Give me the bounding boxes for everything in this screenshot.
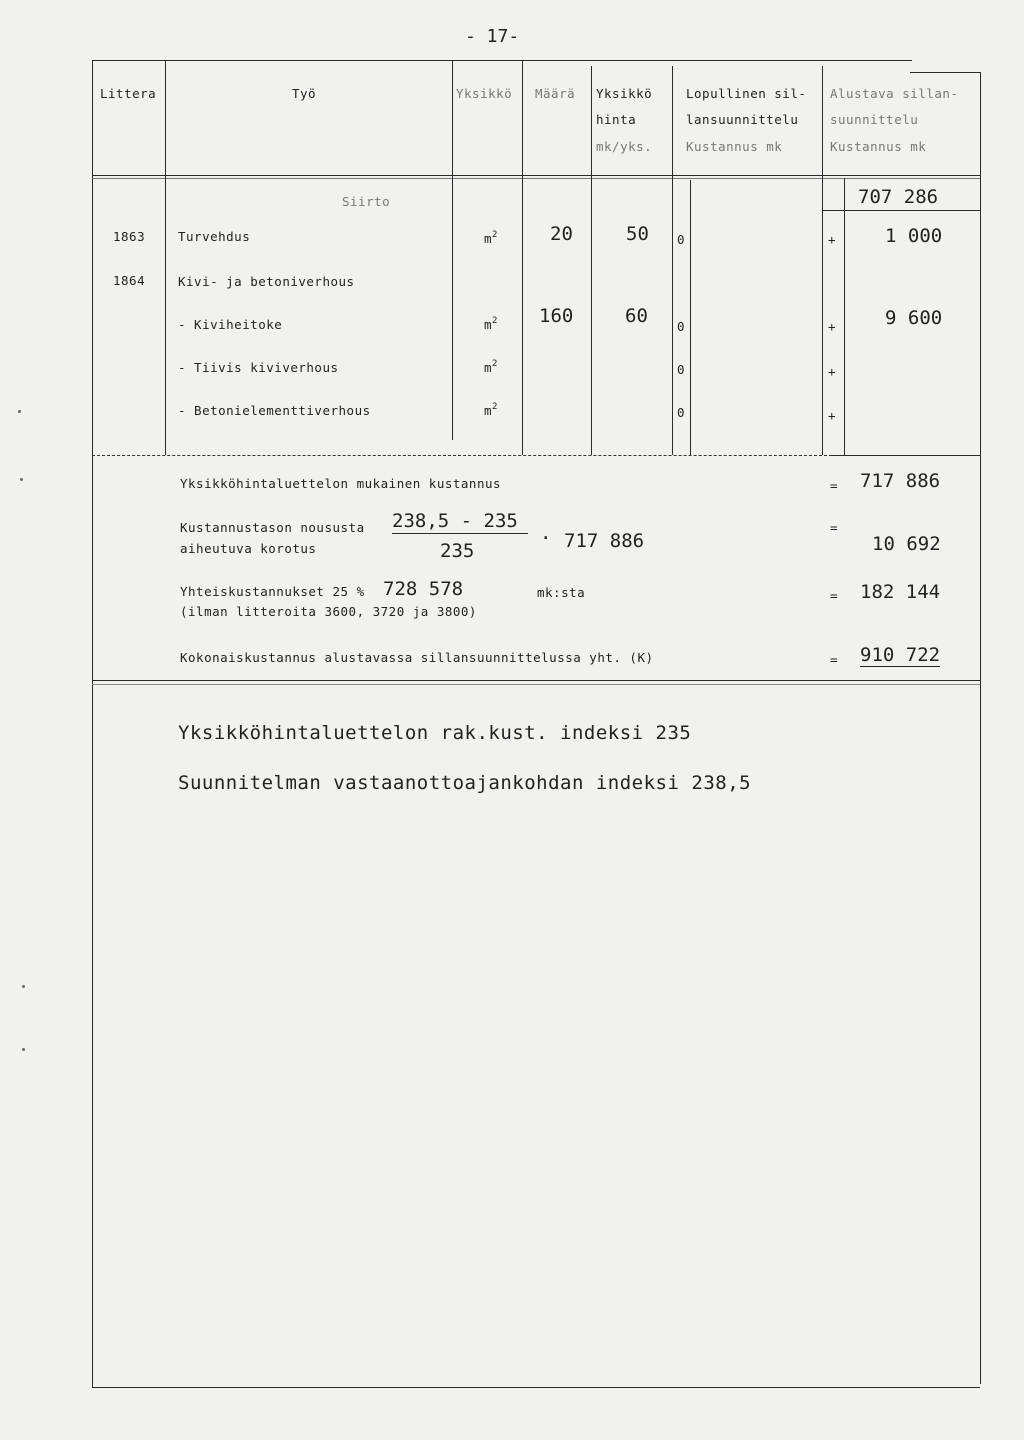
row-maara: 20 [550, 223, 573, 245]
header-yks-hinta-3: mk/yks. [596, 139, 653, 154]
summary-nousu-denominator: 235 [440, 540, 475, 562]
col-line-4 [591, 66, 592, 455]
row-kust: 9 600 [885, 307, 943, 329]
frame-top [92, 60, 912, 61]
header-divider [92, 175, 980, 176]
row-tyo: Turvehdus [178, 229, 251, 244]
col-line-2 [452, 60, 453, 440]
row-hinta: 50 [626, 223, 649, 245]
col-line-5 [672, 66, 673, 455]
row-unit: $m^2$ [484, 316, 498, 332]
fraction-bar [392, 533, 528, 534]
header-alustava-3: Kustannus mk [830, 139, 927, 154]
header-yks-hinta-2: hinta [596, 112, 637, 127]
row-lop: 0 [677, 362, 686, 377]
col-line-1 [165, 60, 166, 455]
row-tyo: Kivi- ja betoniverhous [178, 274, 355, 289]
separator-solid [832, 455, 980, 456]
header-littera: Littera [100, 86, 157, 101]
summary-nousu-label-1: Kustannustason noususta [180, 520, 365, 535]
header-divider-2 [92, 178, 980, 179]
summary-nousu-base: 717 886 [564, 530, 645, 552]
siirto-underline [822, 210, 980, 211]
row-tyo: - Betonielementtiverhous [178, 403, 371, 418]
col-line-3 [522, 60, 523, 455]
header-lopullinen-3: Kustannus mk [686, 139, 783, 154]
page-number: - 17- [465, 26, 520, 47]
summary-yksikko-label: Yksikköhintaluettelon mukainen kustannus [180, 476, 502, 491]
header-yks-hinta-1: Yksikkö [596, 86, 653, 101]
row-littera: 1864 [113, 273, 146, 288]
summary-nousu-eq: = [830, 520, 839, 535]
row-lop: 0 [677, 405, 686, 420]
header-alustava-2: suunnittelu [830, 112, 919, 127]
summary-nousu-label-2: aiheutuva korotus [180, 541, 317, 556]
siirto-label: Siirto [342, 194, 391, 209]
row-unit: $m^2$ [484, 230, 498, 246]
col-line-6 [822, 66, 823, 455]
row-plus: + [828, 319, 837, 334]
row-littera: 1863 [113, 229, 146, 244]
summary-yhteis-mksta: mk:sta [537, 585, 586, 600]
summary-yhteis-value: 182 144 [860, 581, 941, 603]
scan-speck [20, 478, 23, 481]
row-lop: 0 [677, 232, 686, 247]
summary-bottom-line-2 [92, 684, 980, 685]
row-tyo: - Tiivis kiviverhous [178, 360, 339, 375]
summary-nousu-numerator: 238,5 - 235 [392, 510, 518, 532]
header-tyo: Työ [292, 86, 317, 101]
row-plus: + [828, 232, 837, 247]
frame-left [92, 60, 93, 1387]
siirto-value: 707 286 [858, 186, 939, 208]
row-plus: + [828, 364, 837, 379]
frame-right [980, 72, 981, 1384]
summary-yhteis-label: Yhteiskustannukset 25 % [180, 584, 365, 599]
summary-koko-value: 910 722 [860, 644, 941, 666]
header-alustava-1: Alustava sillan- [830, 86, 959, 101]
summary-yksikko-value: 717 886 [860, 470, 941, 492]
scan-speck [22, 985, 25, 988]
row-unit: $m^2$ [484, 359, 498, 375]
scan-speck [18, 410, 21, 413]
summary-koko-eq: = [830, 652, 839, 667]
summary-nousu-value: 10 692 [872, 533, 941, 555]
header-lopullinen-2: lansuunnittelu [686, 112, 799, 127]
summary-yksikko-eq: = [830, 478, 839, 493]
frame-top-right [910, 72, 980, 73]
summary-nousu-times: · [540, 527, 552, 549]
summary-bottom-line [92, 680, 980, 681]
row-maara: 160 [539, 305, 574, 327]
summary-koko-label: Kokonaiskustannus alustavassa sillansuunnittelussa yht. (K) [180, 650, 654, 665]
frame-bottom [92, 1387, 980, 1388]
summary-yhteis-eq: = [830, 588, 839, 603]
row-kust: 1 000 [885, 225, 943, 247]
scan-speck [22, 1048, 25, 1051]
note-line-2: Suunnitelman vastaanottoajankohdan indeksi 238,5 [178, 772, 752, 794]
col-line-5b [690, 180, 691, 455]
col-line-6b [844, 178, 845, 455]
row-unit: $m^2$ [484, 402, 498, 418]
row-tyo: - Kiviheitoke [178, 317, 283, 332]
row-hinta: 60 [625, 305, 648, 327]
header-maara: Määrä [535, 86, 576, 101]
row-lop: 0 [677, 319, 686, 334]
summary-yhteis-note: (ilman litteroita 3600, 3720 ja 3800) [180, 604, 477, 619]
summary-yhteis-amount: 728 578 [383, 578, 464, 600]
header-lopullinen-1: Lopullinen sil- [686, 86, 807, 101]
note-line-1: Yksikköhintaluettelon rak.kust. indeksi 235 [178, 722, 692, 744]
header-yksikko: Yksikkö [456, 86, 513, 101]
dashed-separator [92, 455, 832, 456]
row-plus: + [828, 408, 837, 423]
